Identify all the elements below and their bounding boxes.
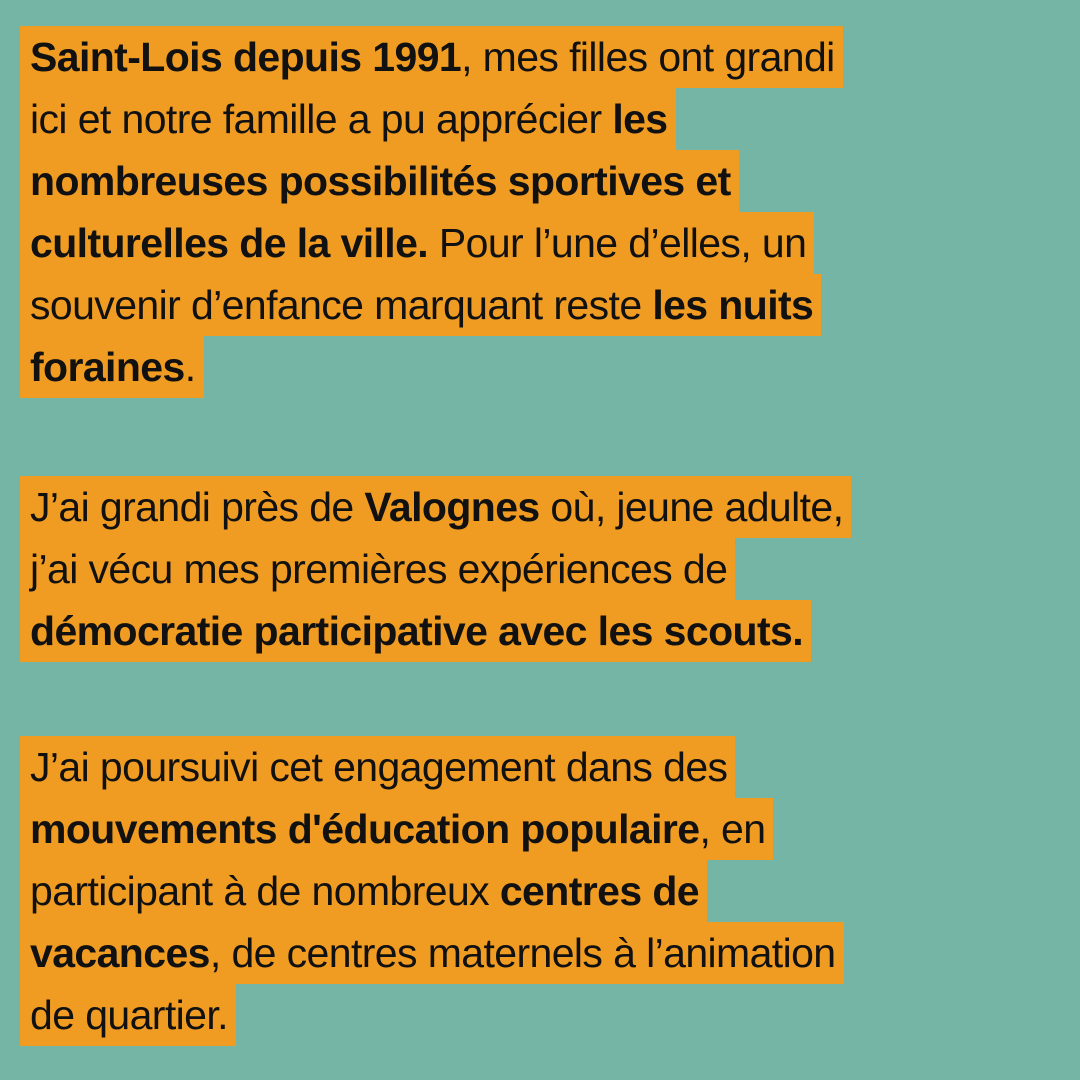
paragraph-1-line-3: nombreuses possibilités sportives et <box>20 150 739 212</box>
paragraph-3-line-3: participant à de nombreux centres de <box>20 860 707 922</box>
paragraph-1-line-1: Saint-Lois depuis 1991, mes filles ont grandi <box>20 26 843 88</box>
paragraph-2-line-3: démocratie participative avec les scouts. <box>20 600 811 662</box>
paragraph-1-line-2: ici et notre famille a pu apprécier les <box>20 88 676 150</box>
paragraph-2-line-1: J’ai grandi près de Valognes où, jeune adulte, <box>20 476 851 538</box>
paragraph-1-line-5: souvenir d’enfance marquant reste les nuits <box>20 274 821 336</box>
paragraph-2-line-2: j’ai vécu mes premières expériences de <box>20 538 735 600</box>
paragraph-3-line-5: de quartier. <box>20 984 236 1046</box>
paragraph-1-line-6: foraines. <box>20 336 204 398</box>
paragraph-3-line-2: mouvements d'éducation populaire, en <box>20 798 773 860</box>
paragraph-3-line-4: vacances, de centres maternels à l’animation <box>20 922 844 984</box>
paragraph-1-line-4: culturelles de la ville. Pour l’une d’elles, un <box>20 212 814 274</box>
paragraph-3-line-1: J’ai poursuivi cet engagement dans des <box>20 736 735 798</box>
